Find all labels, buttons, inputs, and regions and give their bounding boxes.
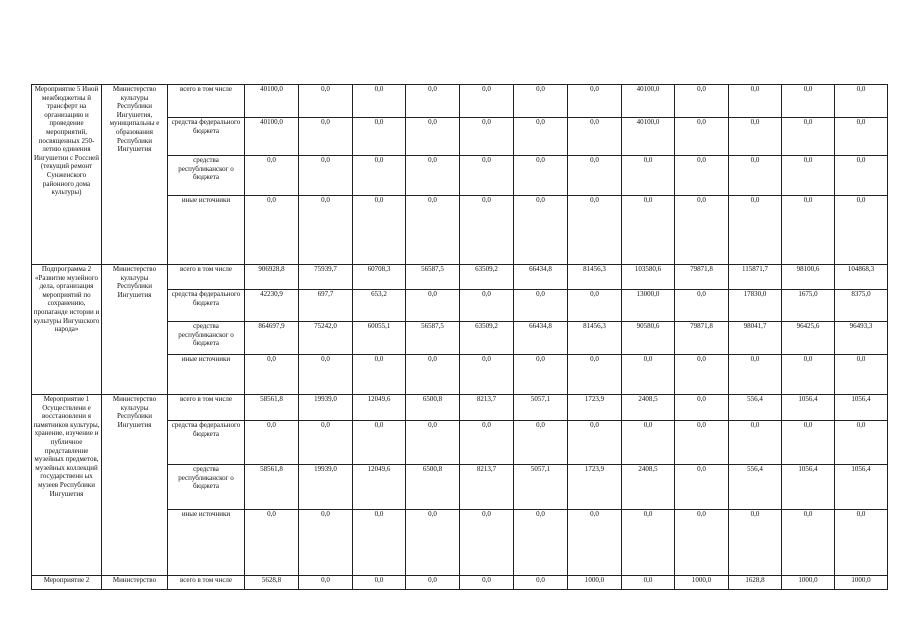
amount-cell: 104868,3 [835, 265, 888, 290]
amount-cell: 0,0 [353, 118, 406, 156]
amount-cell: 0,0 [460, 196, 514, 265]
amount-cell: 0,0 [353, 85, 406, 118]
amount-cell: 0,0 [353, 421, 406, 465]
amount-cell: 0,0 [568, 118, 622, 156]
measure-name-cell: Подпрограмма 2 «Развитие музейного дела, организация мероприятий по сохранению, пропаганде истории и культуры Ингушского народа» [32, 265, 102, 395]
amount-cell: 0,0 [568, 85, 622, 118]
amount-cell: 63509,2 [460, 265, 514, 290]
amount-cell: 0,0 [406, 421, 460, 465]
amount-cell: 40100,0 [622, 118, 675, 156]
amount-cell: 1675,0 [782, 290, 835, 322]
amount-cell: 0,0 [782, 85, 835, 118]
amount-cell: 0,0 [675, 156, 729, 196]
amount-cell: 0,0 [406, 118, 460, 156]
amount-cell: 0,0 [675, 421, 729, 465]
amount-cell: 40100,0 [622, 85, 675, 118]
amount-cell: 0,0 [406, 576, 460, 590]
amount-cell: 0,0 [729, 85, 782, 118]
amount-cell: 0,0 [353, 355, 406, 395]
amount-cell: 0,0 [299, 576, 353, 590]
amount-cell: 56587,5 [406, 265, 460, 290]
amount-cell: 0,0 [353, 196, 406, 265]
amount-cell: 0,0 [782, 510, 835, 576]
amount-cell: 0,0 [406, 510, 460, 576]
amount-cell: 0,0 [406, 290, 460, 322]
amount-cell: 653,2 [353, 290, 406, 322]
amount-cell: 1000,0 [835, 576, 888, 590]
amount-cell: 1723,9 [568, 465, 622, 510]
amount-cell: 0,0 [782, 118, 835, 156]
funding-source-cell: средства федерального бюджета [168, 421, 245, 465]
amount-cell: 0,0 [568, 510, 622, 576]
amount-cell: 0,0 [622, 196, 675, 265]
amount-cell: 0,0 [245, 355, 299, 395]
amount-cell: 0,0 [568, 196, 622, 265]
amount-cell: 0,0 [729, 421, 782, 465]
amount-cell: 103580,6 [622, 265, 675, 290]
measure-name-cell: Мероприятие 5 Иной межбюджетны й трансферт на организацию и проведение мероприятий, посвященных 250-летию единения Ингушетии с Россией (текущий ремонт Сунженского районного дома культуры) [32, 85, 102, 265]
amount-cell: 75242,0 [299, 322, 353, 355]
amount-cell: 0,0 [406, 156, 460, 196]
amount-cell: 42230,9 [245, 290, 299, 322]
amount-cell: 0,0 [514, 576, 568, 590]
amount-cell: 0,0 [782, 196, 835, 265]
funding-source-cell: средства республиканског о бюджета [168, 322, 245, 355]
amount-cell: 1628,8 [729, 576, 782, 590]
amount-cell: 0,0 [406, 355, 460, 395]
amount-cell: 0,0 [299, 118, 353, 156]
table-row [32, 265, 888, 290]
amount-cell: 5057,1 [514, 465, 568, 510]
amount-cell: 1000,0 [675, 576, 729, 590]
amount-cell: 0,0 [245, 421, 299, 465]
amount-cell: 0,0 [460, 118, 514, 156]
amount-cell: 2408,5 [622, 395, 675, 421]
funding-source-cell: иные источники [168, 355, 245, 395]
amount-cell: 0,0 [675, 465, 729, 510]
amount-cell: 40100,0 [245, 85, 299, 118]
funding-source-cell: иные источники [168, 196, 245, 265]
funding-source-cell: всего в том числе [168, 576, 245, 590]
amount-cell: 0,0 [406, 85, 460, 118]
amount-cell: 0,0 [514, 290, 568, 322]
amount-cell: 0,0 [299, 510, 353, 576]
amount-cell: 0,0 [460, 576, 514, 590]
amount-cell: 556,4 [729, 465, 782, 510]
funding-source-cell: средства федерального бюджета [168, 290, 245, 322]
amount-cell: 8375,0 [835, 290, 888, 322]
amount-cell: 0,0 [568, 355, 622, 395]
amount-cell: 63509,2 [460, 322, 514, 355]
amount-cell: 79871,8 [675, 322, 729, 355]
amount-cell: 556,4 [729, 395, 782, 421]
amount-cell: 0,0 [782, 156, 835, 196]
amount-cell: 12049,6 [353, 465, 406, 510]
amount-cell: 0,0 [514, 510, 568, 576]
executor-cell: Министерство культуры Республики Ингушетия [102, 265, 168, 395]
amount-cell: 98100,6 [782, 265, 835, 290]
amount-cell: 0,0 [245, 156, 299, 196]
funding-source-cell: средства федерального бюджета [168, 118, 245, 156]
amount-cell: 0,0 [514, 421, 568, 465]
amount-cell: 6500,8 [406, 465, 460, 510]
amount-cell: 12049,6 [353, 395, 406, 421]
amount-cell: 0,0 [514, 355, 568, 395]
amount-cell: 6500,8 [406, 395, 460, 421]
amount-cell: 19939,0 [299, 395, 353, 421]
amount-cell: 0,0 [460, 85, 514, 118]
amount-cell: 0,0 [675, 395, 729, 421]
amount-cell: 13000,0 [622, 290, 675, 322]
amount-cell: 0,0 [835, 196, 888, 265]
amount-cell: 697,7 [299, 290, 353, 322]
amount-cell: 115871,7 [729, 265, 782, 290]
amount-cell: 0,0 [245, 510, 299, 576]
amount-cell: 0,0 [729, 156, 782, 196]
amount-cell: 60055,1 [353, 322, 406, 355]
table-row [32, 395, 888, 421]
amount-cell: 0,0 [460, 421, 514, 465]
amount-cell: 0,0 [622, 576, 675, 590]
amount-cell: 0,0 [835, 421, 888, 465]
amount-cell: 0,0 [835, 118, 888, 156]
amount-cell: 96493,3 [835, 322, 888, 355]
amount-cell: 56587,5 [406, 322, 460, 355]
table-row [32, 576, 888, 590]
funding-source-cell: всего в том числе [168, 265, 245, 290]
amount-cell: 40100,0 [245, 118, 299, 156]
amount-cell: 0,0 [353, 510, 406, 576]
amount-cell: 0,0 [353, 156, 406, 196]
funding-source-cell: средства республиканског о бюджета [168, 465, 245, 510]
amount-cell: 906928,8 [245, 265, 299, 290]
amount-cell: 0,0 [675, 510, 729, 576]
amount-cell: 1056,4 [782, 395, 835, 421]
amount-cell: 0,0 [460, 355, 514, 395]
funding-source-cell: средства республиканског о бюджета [168, 156, 245, 196]
amount-cell: 5628,8 [245, 576, 299, 590]
amount-cell: 75939,7 [299, 265, 353, 290]
amount-cell: 1056,4 [835, 465, 888, 510]
amount-cell: 0,0 [299, 355, 353, 395]
amount-cell: 0,0 [675, 196, 729, 265]
amount-cell: 0,0 [835, 355, 888, 395]
amount-cell: 0,0 [406, 196, 460, 265]
amount-cell: 96425,6 [782, 322, 835, 355]
amount-cell: 0,0 [514, 156, 568, 196]
amount-cell: 0,0 [675, 290, 729, 322]
amount-cell: 0,0 [729, 355, 782, 395]
amount-cell: 0,0 [729, 510, 782, 576]
funding-source-cell: всего в том числе [168, 395, 245, 421]
amount-cell: 0,0 [622, 421, 675, 465]
amount-cell: 0,0 [514, 118, 568, 156]
amount-cell: 0,0 [245, 196, 299, 265]
amount-cell: 81456,3 [568, 322, 622, 355]
amount-cell: 0,0 [729, 196, 782, 265]
amount-cell: 0,0 [460, 510, 514, 576]
amount-cell: 0,0 [782, 421, 835, 465]
amount-cell: 0,0 [460, 156, 514, 196]
measure-name-cell: Мероприятие 2 [32, 576, 102, 590]
executor-cell: Министерство культуры Республики Ингушетия, муниципальны е образования Республики Ингушетия [102, 85, 168, 265]
funding-source-cell: иные источники [168, 510, 245, 576]
amount-cell: 0,0 [675, 118, 729, 156]
executor-cell: Министерство культуры Республики Ингушетия [102, 395, 168, 576]
amount-cell: 0,0 [299, 156, 353, 196]
amount-cell: 0,0 [782, 355, 835, 395]
amount-cell: 0,0 [353, 576, 406, 590]
amount-cell: 0,0 [299, 421, 353, 465]
amount-cell: 1723,9 [568, 395, 622, 421]
amount-cell: 0,0 [622, 156, 675, 196]
amount-cell: 81456,3 [568, 265, 622, 290]
amount-cell: 1000,0 [568, 576, 622, 590]
amount-cell: 0,0 [299, 85, 353, 118]
amount-cell: 0,0 [729, 118, 782, 156]
amount-cell: 5057,1 [514, 395, 568, 421]
amount-cell: 60708,3 [353, 265, 406, 290]
amount-cell: 0,0 [622, 510, 675, 576]
amount-cell: 0,0 [514, 196, 568, 265]
amount-cell: 98041,7 [729, 322, 782, 355]
amount-cell: 58561,8 [245, 465, 299, 510]
amount-cell: 79871,8 [675, 265, 729, 290]
budget-table [31, 84, 888, 590]
amount-cell: 0,0 [568, 421, 622, 465]
amount-cell: 0,0 [299, 196, 353, 265]
amount-cell: 0,0 [568, 290, 622, 322]
amount-cell: 17830,0 [729, 290, 782, 322]
amount-cell: 66434,8 [514, 265, 568, 290]
amount-cell: 8213,7 [460, 395, 514, 421]
executor-cell: Министерство [102, 576, 168, 590]
measure-name-cell: Мероприятие 1 Осуществлени е восстановлени я памятников культуры, хранение, изучение и публичное представление музейных предметов, музейных коллекций государственн ых музеев Республики Ингушетия [32, 395, 102, 576]
amount-cell: 0,0 [675, 355, 729, 395]
amount-cell: 8213,7 [460, 465, 514, 510]
amount-cell: 0,0 [460, 290, 514, 322]
table-row [32, 85, 888, 118]
amount-cell: 0,0 [675, 85, 729, 118]
amount-cell: 864697,9 [245, 322, 299, 355]
amount-cell: 58561,8 [245, 395, 299, 421]
amount-cell: 0,0 [622, 355, 675, 395]
amount-cell: 19939,0 [299, 465, 353, 510]
amount-cell: 1000,0 [782, 576, 835, 590]
funding-source-cell: всего в том числе [168, 85, 245, 118]
amount-cell: 1056,4 [782, 465, 835, 510]
amount-cell: 0,0 [514, 85, 568, 118]
amount-cell: 1056,4 [835, 395, 888, 421]
amount-cell: 0,0 [835, 156, 888, 196]
amount-cell: 0,0 [835, 85, 888, 118]
amount-cell: 66434,8 [514, 322, 568, 355]
amount-cell: 0,0 [568, 156, 622, 196]
amount-cell: 90580,6 [622, 322, 675, 355]
amount-cell: 0,0 [835, 510, 888, 576]
amount-cell: 2408,5 [622, 465, 675, 510]
